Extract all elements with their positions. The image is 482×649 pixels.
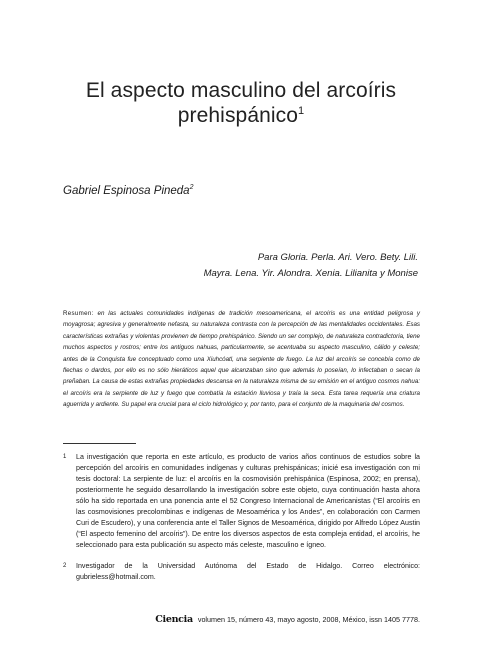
abstract-text: en las actuales comunidades indígenas de tradición mesoamericana, el arcoíris es una entidad peligrosa y moyagrosa; agresiva y generalmente nefasta, su naturaleza contrasta con la percepción de las mentalidades occidentales. Esas características extrañas y violentas provienen de tiempo prehispánico. Siendo un ser complejo, de naturaleza contradictoria, tiene muchos aspectos y rostros; entre los antiguos nahuas, particularmente, se acentuaba su aspecto masculino, cálido y celeste; antes de la Conquista fue conceptuado como una Xiuhcóatl, una serpiente de fuego. La luz del arcoíris se concebía como de flechas o dardos, por ello es no sólo hieráticos aquel que alcanzaban sino que además lo poseían, lo infectaban o secan la preñaban. La causa de estas extrañas propiedades descansa en la naturaleza misma de su emisión en el antiguo cosmos nahua: el arcoíris era la serpiente de luz y fuego que combatía la estación lluviosa y traía la seca. Esta tarea requería una criatura aguerrida y ardiente. Su papel era crucial para el ciclo hidrológico y, por tanto, para el conjunto de la maquinaria del cosmos. — [63, 310, 420, 409]
footnote-1 — [63, 452, 420, 551]
footnote-rule — [63, 443, 136, 444]
footnote-text: Investigador de la Universidad Autónoma del Estado de Hidalgo. Correo electrónico: gubrieless@hotmail.com. — [76, 562, 420, 581]
footnote-number: 2 — [63, 563, 67, 569]
journal-citation: volumen 15, número 43, mayo agosto, 2008, México, issn 1405 7778. — [197, 615, 420, 624]
article-title-line2: prehispánico$^1$ — [177, 104, 305, 127]
author-name: Gabriel Espinosa Pineda$^2$ — [63, 184, 194, 197]
footnote-2 — [63, 561, 420, 583]
abstract-label: Resumen: — [63, 310, 94, 317]
footnote-text: La investigación que reporta en este artículo, es producto de varios años continuos de estudios sobre la percepción del arcoíris en comunidades indígenas y culturas prehispánicas; inicié esa investigación con mi tesis doctoral: La serpiente de luz: el arcoíris en la cosmovisión prehispánica (Espinosa, 2002; en prensa), posteriormente he seguido desarrollando la investigación sobre este objeto, cuya continuación hasta ahora sólo ha sido reportada en una ponencia ante el 52 Congreso Internacional de Americanistas (“El arcoíris en las cosmovisiones precolombinas e indígenas de Mesoamérica y los Andes”, en colaboración con Carmen Curi de Escudero), y una conferencia ante el Taller Signos de Mesoamérica, dirigido por Alfredo López Austin (“El aspecto femenino del arcoíris”). De entre los diversos aspectos de esta compleja entidad, el arcoíris, he seleccionado para esta publicación su aspecto más celeste, masculino e ígneo. — [76, 453, 420, 549]
title-note-mark[interactable]: 1 — [298, 105, 305, 117]
dedication-line2: Mayra. Lena. Yir. Alondra. Xenia. Lilianita y Monise — [203, 268, 418, 279]
journal-footer — [63, 614, 420, 625]
footnote-number: 1 — [63, 454, 67, 460]
article-title-line1: El aspecto masculino del arcoíris — [85, 79, 397, 102]
author-note-mark[interactable]: 2 — [189, 184, 194, 191]
journal-logo: Ciencia — [155, 614, 193, 625]
abstract — [63, 308, 420, 411]
dedication-line1: Para Gloria. Perla. Ari. Vero. Bety. Lili. — [257, 252, 418, 263]
